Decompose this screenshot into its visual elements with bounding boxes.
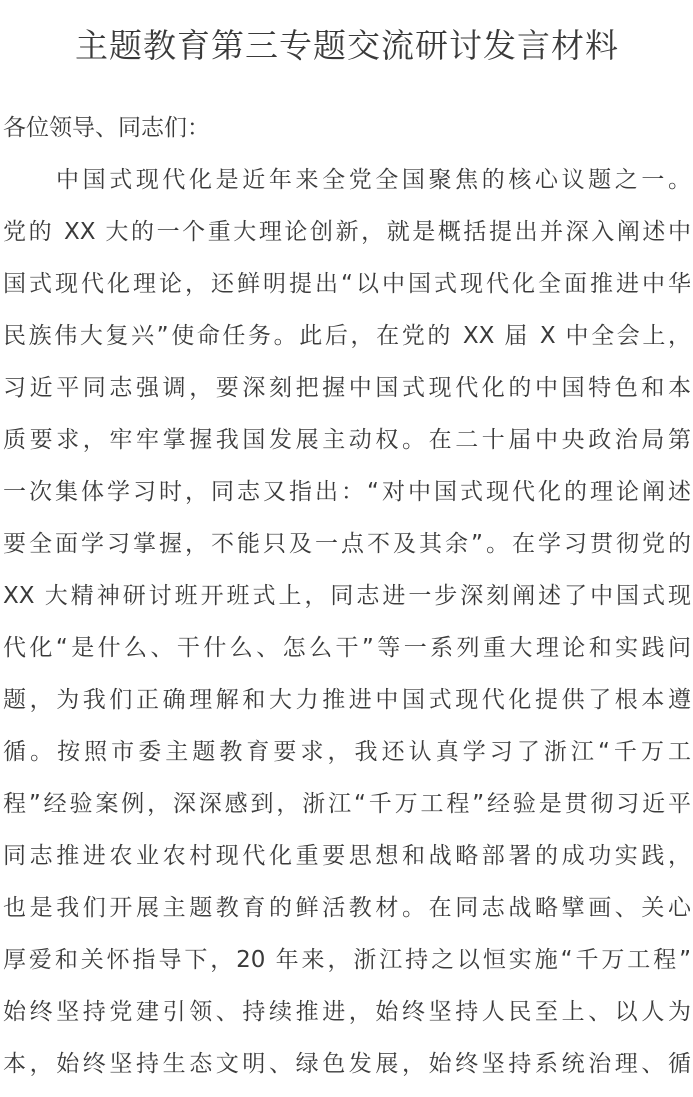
body-line: XX 大精神研讨班开班式上，同志进一步深刻阐述了中国式现 <box>3 583 691 609</box>
body-paragraph <box>3 154 691 1090</box>
body-line: 中国式现代化是近年来全党全国聚焦的核心议题之一。 <box>56 167 691 193</box>
body-line: 党的 XX 大的一个重大理论创新，就是概括提出并深入阐述中 <box>3 219 691 245</box>
body-line: 本，始终坚持生态文明、绿色发展，始终坚持系统治理、循 <box>3 1051 691 1077</box>
body-line: 代化“是什么、干什么、怎么干”等一系列重大理论和实践问 <box>3 635 691 661</box>
body-line: 一次集体学习时，同志又指出：“对中国式现代化的理论阐述 <box>3 479 691 505</box>
document-title: 主题教育第三专题交流研讨发言材料 <box>75 26 619 65</box>
body-line: 也是我们开展主题教育的鲜活教材。在同志战略擘画、关心 <box>3 895 691 921</box>
body-line: 厚爱和关怀指导下，20 年来，浙江持之以恒实施“千万工程” <box>3 947 691 973</box>
body-line: 程”经验案例，深深感到，浙江“千万工程”经验是贯彻习近平 <box>3 791 691 817</box>
body-line: 要全面学习掌握，不能只及一点不及其余”。在学习贯彻党的 <box>3 531 691 557</box>
body-line: 民族伟大复兴”使命任务。此后，在党的 XX 届 X 中全会上， <box>3 323 691 349</box>
body-line: 循。按照市委主题教育要求，我还认真学习了浙江“千万工 <box>3 739 691 765</box>
body-line: 始终坚持党建引领、持续推进，始终坚持人民至上、以人为 <box>3 999 691 1025</box>
body-line: 质要求，牢牢掌握我国发展主动权。在二十届中央政治局第 <box>3 427 691 453</box>
salutation: 各位领导、同志们： <box>3 115 210 141</box>
body-line: 题，为我们正确理解和大力推进中国式现代化提供了根本遵 <box>3 687 691 713</box>
body-line: 同志推进农业农村现代化重要思想和战略部署的成功实践， <box>3 843 691 869</box>
body-line: 国式现代化理论，还鲜明提出“以中国式现代化全面推进中华 <box>3 271 691 297</box>
body-line: 习近平同志强调，要深刻把握中国式现代化的中国特色和本 <box>3 375 691 401</box>
